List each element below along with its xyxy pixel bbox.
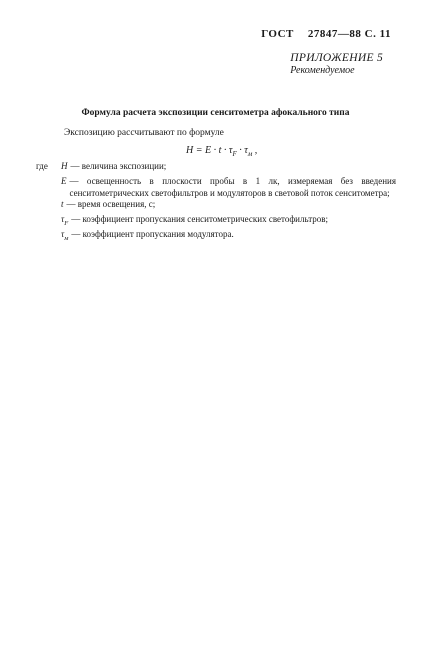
definition-item [36,229,396,244]
definition-symbol: E [61,176,67,187]
intro-text: Экспозицию рассчитывают по формуле [64,128,224,138]
definition-item [36,176,396,199]
standard-number-page: 27847—88 С. 11 [307,28,391,40]
appendix-block [290,52,383,76]
definition-symbol: $\tau_м$ [61,229,69,243]
definition-item [36,214,396,229]
definition-text: — коэффициент пропускания сенситометрических светофильтров; [71,214,329,225]
definition-text: — величина экспозиции; [70,161,167,171]
appendix-title: ПРИЛОЖЕНИЕ 5 [290,52,383,64]
page-header [261,28,391,40]
formula-main: H = E · t · τ [186,145,233,156]
definition-item [36,161,396,176]
section-heading: Формула расчета экспозиции сенситометра афокального типа [81,108,350,118]
formula-end: , [252,145,258,156]
definitions-lead-word: где [36,161,48,171]
formula-sub-m: м [247,150,253,158]
exposure-formula [186,145,257,158]
definition-symbol: H [61,161,68,171]
definition-text: — время освещения, с; [66,199,156,210]
formula-mid: · τ [236,145,248,156]
definition-symbol: t [61,199,64,210]
definition-symbol: $\tau_F$ [61,214,69,228]
definition-text: — коэффициент пропускания модулятора. [71,229,234,240]
appendix-subtitle: Рекомендуемое [290,65,355,76]
formula-sub-f: F [232,150,237,158]
definition-text: — освещенность в плоскости пробы в 1 лк, измеряемая без введения сенситометрических светофильтров и модуляторов в световой поток сенситометра; [69,176,396,198]
definitions-list [36,161,396,245]
definition-item [36,199,396,214]
standard-label: ГОСТ [261,28,294,40]
